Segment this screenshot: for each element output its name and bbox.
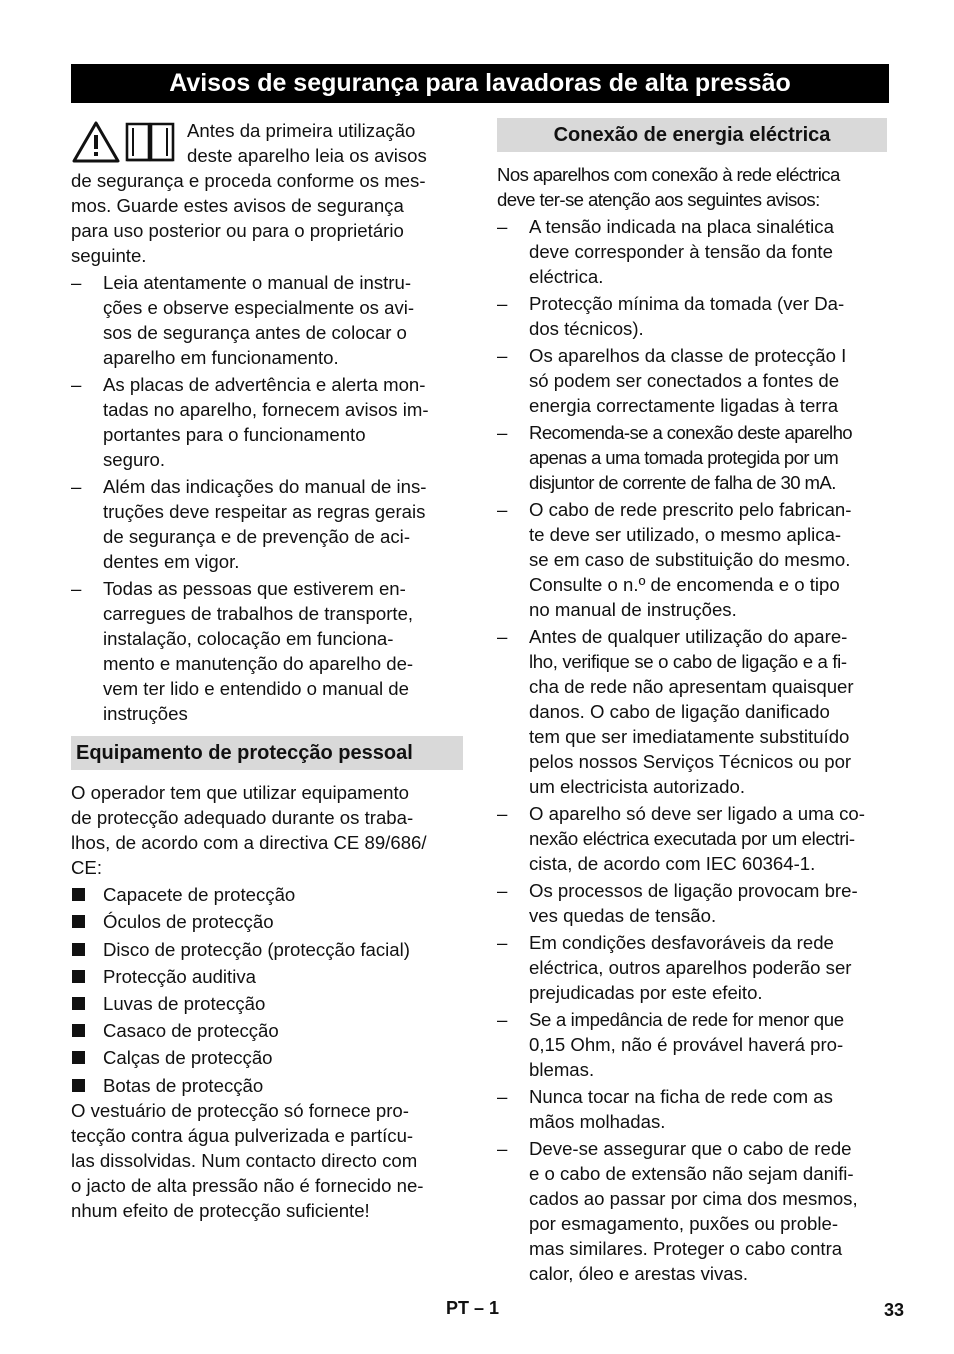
- dash-bullet: [71, 372, 91, 397]
- list-item: [71, 937, 463, 962]
- list-item: [71, 991, 463, 1016]
- list-item-line: mas similares. Proteger o cabo contra: [529, 1238, 843, 1259]
- list-item-line: tadas no aparelho, fornecem avisos im-: [103, 399, 429, 420]
- list-item-text: Disco de protecção (protecção facial): [103, 938, 410, 960]
- list-item-text: Botas de protecção: [103, 1074, 264, 1096]
- safety-intro: [71, 118, 463, 268]
- list-item-line: portantes para o funcionamento: [103, 424, 366, 445]
- list-item-line: no manual de instruções.: [529, 599, 737, 620]
- dash-bullet: [497, 291, 517, 316]
- dash-bullet: [497, 624, 517, 649]
- list-item-line: A tensão indicada na placa sinalética: [529, 216, 834, 237]
- dash-bullet: [497, 801, 517, 826]
- list-item-line: dentes em vigor.: [103, 551, 240, 572]
- electrical-heading: Conexão de energia eléctrica: [497, 118, 887, 152]
- list-item-line: dos técnicos).: [529, 318, 644, 339]
- list-item-line: se em caso de substituição do mesmo.: [529, 549, 851, 570]
- footer-lang-code: PT: [446, 1298, 470, 1318]
- list-item-line: Recomenda-se a conexão deste aparelho: [529, 422, 853, 443]
- list-item-line: calor, óleo e arestas vivas.: [529, 1263, 749, 1284]
- footer-section-number: – 1: [474, 1298, 500, 1318]
- list-item: [497, 1136, 887, 1286]
- electrical-intro: [497, 162, 887, 212]
- list-item-line: O aparelho só deve ser ligado a uma co-: [529, 803, 865, 824]
- ppe-heading: Equipamento de protecção pessoal: [71, 736, 463, 770]
- list-item: [71, 909, 463, 934]
- paragraph-line: deve ter-se atenção aos seguintes avisos:: [497, 189, 820, 210]
- list-item-line: por esmagamento, puxões ou proble-: [529, 1213, 839, 1234]
- list-item: [71, 474, 463, 574]
- right-column: [497, 118, 887, 1286]
- list-item-line: lho, verifique se o cabo de ligação e a fi-: [529, 651, 847, 672]
- list-item: [71, 576, 463, 726]
- dash-bullet: [497, 497, 517, 522]
- list-item-line: Deve-se assegurar que o cabo de rede: [529, 1138, 852, 1159]
- dash-bullet: [497, 1084, 517, 1109]
- ppe-list: [71, 882, 463, 1097]
- list-item-line: cha de rede não apresentam quaisquer: [529, 676, 854, 697]
- page-title: Avisos de segurança para lavadoras de alta pressão: [71, 64, 889, 103]
- list-item-text: Calças de protecção: [103, 1047, 273, 1069]
- list-item: [497, 930, 887, 1005]
- list-item-line: só podem ser conectados a fontes de: [529, 370, 840, 391]
- ppe-outro: [71, 1098, 463, 1223]
- page-number: 33: [884, 1300, 905, 1320]
- paragraph-line: las dissolvidas. Num contacto directo com: [71, 1149, 418, 1171]
- list-item-line: eléctrica, outros aparelhos poderão ser: [529, 957, 852, 978]
- list-item: [71, 1073, 463, 1098]
- paragraph-line: nhum efeito de protecção suficiente!: [71, 1199, 370, 1221]
- list-item-line: deve corresponder à tensão da fonte: [529, 241, 833, 262]
- list-item-text: Capacete de protecção: [103, 884, 296, 906]
- dash-bullet: [497, 1136, 517, 1161]
- list-item-line: e o cabo de extensão não sejam danifi-: [529, 1163, 854, 1184]
- list-item-line: Protecção mínima da tomada (ver Da-: [529, 293, 845, 314]
- square-bullet-icon: [72, 1079, 85, 1092]
- list-item-line: um electricista autorizado.: [529, 776, 745, 797]
- list-item: [497, 343, 887, 418]
- intro-line: deste aparelho leia os avisos: [187, 145, 427, 166]
- square-bullet-icon: [72, 1051, 85, 1064]
- paragraph-line: lhos, de acordo com a directiva CE 89/686/: [71, 832, 427, 853]
- list-item-line: Em condições desfavoráveis da rede: [529, 932, 834, 953]
- intro-line: mos. Guarde estes avisos de segurança: [71, 195, 404, 216]
- dash-bullet: [497, 1007, 517, 1032]
- list-item-line: Os processos de ligação provocam bre-: [529, 880, 858, 901]
- ppe-intro: [71, 780, 463, 880]
- list-item-line: prejudicadas por este efeito.: [529, 982, 763, 1003]
- paragraph-line: de protecção adequado durante os traba-: [71, 807, 414, 828]
- electrical-dash-list: [497, 214, 887, 1286]
- list-item-line: Consulte o n.º de encomenda e o tipo: [529, 574, 840, 595]
- dash-bullet: [497, 420, 517, 445]
- list-item: [497, 214, 887, 289]
- dash-bullet: [497, 878, 517, 903]
- list-item: [497, 878, 887, 928]
- list-item-line: tem que ser imediatamente substituído: [529, 726, 850, 747]
- list-item-line: Antes de qualquer utilização do apare-: [529, 626, 848, 647]
- warning-manual-icon: [71, 120, 177, 164]
- left-column: [71, 118, 463, 1223]
- paragraph-line: Nos aparelhos com conexão à rede eléctrica: [497, 164, 840, 185]
- list-item: [71, 964, 463, 989]
- list-item-line: danos. O cabo de ligação danificado: [529, 701, 830, 722]
- paragraph-line: CE:: [71, 857, 102, 878]
- list-item-line: As placas de advertência e alerta mon-: [103, 374, 426, 395]
- list-item-line: cados ao passar por cima dos mesmos,: [529, 1188, 858, 1209]
- list-item: [71, 882, 463, 907]
- list-item-line: eléctrica.: [529, 266, 604, 287]
- list-item-line: disjuntor de corrente de falha de 30 mA.: [529, 472, 836, 493]
- list-item-line: vem ter lido e entendido o manual de: [103, 678, 409, 699]
- list-item: [497, 1007, 887, 1082]
- list-item-line: seguro.: [103, 449, 166, 470]
- list-item-line: de segurança e de prevenção de aci-: [103, 526, 411, 547]
- dash-bullet: [71, 474, 91, 499]
- square-bullet-icon: [72, 1024, 85, 1037]
- list-item-line: 0,15 Ohm, não é provável haverá pro-: [529, 1034, 844, 1055]
- list-item-text: Luvas de protecção: [103, 992, 266, 1014]
- list-item-line: cista, de acordo com IEC 60364-1.: [529, 853, 816, 874]
- list-item-line: energia correctamente ligadas à terra: [529, 395, 839, 416]
- paragraph-line: O operador tem que utilizar equipamento: [71, 782, 409, 803]
- list-item-line: te deve ser utilizado, o mesmo aplica-: [529, 524, 842, 545]
- square-bullet-icon: [72, 888, 85, 901]
- paragraph-line: tecção contra água pulverizada e partícu-: [71, 1124, 414, 1146]
- list-item: [497, 624, 887, 799]
- intro-line: de segurança e proceda conforme os mes-: [71, 170, 426, 191]
- list-item: [71, 1045, 463, 1070]
- list-item-line: ves quedas de tensão.: [529, 905, 717, 926]
- intro-line: seguinte.: [71, 245, 147, 266]
- list-item-line: pelos nossos Serviços Técnicos ou por: [529, 751, 852, 772]
- list-item: [497, 497, 887, 622]
- intro-line: Antes da primeira utilização: [187, 120, 416, 141]
- dash-bullet: [71, 270, 91, 295]
- list-item-line: mento e manutenção do aparelho de-: [103, 653, 414, 674]
- square-bullet-icon: [72, 915, 85, 928]
- list-item-line: blemas.: [529, 1059, 595, 1080]
- list-item-line: aparelho em funcionamento.: [103, 347, 339, 368]
- list-item-line: Além das indicações do manual de ins-: [103, 476, 427, 497]
- list-item: [71, 1018, 463, 1043]
- dash-bullet: [497, 343, 517, 368]
- dash-bullet: [497, 214, 517, 239]
- list-item: [497, 1084, 887, 1134]
- list-item: [71, 372, 463, 472]
- list-item-line: instalação, colocação em funciona-: [103, 628, 394, 649]
- list-item-text: Óculos de protecção: [103, 911, 274, 933]
- list-item: [497, 420, 887, 495]
- dash-bullet: [71, 576, 91, 601]
- list-item-line: carregues de trabalhos de transporte,: [103, 603, 414, 624]
- footer-language: [446, 1298, 499, 1319]
- list-item-line: Nunca tocar na ficha de rede com as: [529, 1086, 833, 1107]
- list-item: [497, 801, 887, 876]
- list-item-line: nexão eléctrica executada por um electri-: [529, 828, 855, 849]
- list-item-line: Leia atentamente o manual de instru-: [103, 272, 412, 293]
- list-item-line: sos de segurança antes de colocar o: [103, 322, 407, 343]
- list-item-line: Os aparelhos da classe de protecção I: [529, 345, 847, 366]
- list-item-line: instruções: [103, 703, 188, 724]
- square-bullet-icon: [72, 997, 85, 1010]
- dash-bullet: [497, 930, 517, 955]
- paragraph-line: o jacto de alta pressão não é fornecido ne-: [71, 1174, 424, 1196]
- list-item: [497, 291, 887, 341]
- square-bullet-icon: [72, 970, 85, 983]
- list-item: [71, 270, 463, 370]
- list-item-line: O cabo de rede prescrito pelo fabrican-: [529, 499, 852, 520]
- list-item-line: Todas as pessoas que estiverem en-: [103, 578, 406, 599]
- list-item-line: mãos molhadas.: [529, 1111, 666, 1132]
- list-item-line: apenas a uma tomada protegida por um: [529, 447, 839, 468]
- list-item-text: Protecção auditiva: [103, 965, 256, 987]
- list-item-line: truções deve respeitar as regras gerais: [103, 501, 426, 522]
- list-item-line: Se a impedância de rede for menor que: [529, 1009, 844, 1030]
- list-item-line: ções e observe especialmente os avi-: [103, 297, 415, 318]
- safety-dash-list: [71, 270, 463, 726]
- paragraph-line: O vestuário de protecção só fornece pro-: [71, 1099, 409, 1121]
- intro-line: para uso posterior ou para o proprietário: [71, 220, 404, 241]
- square-bullet-icon: [72, 943, 85, 956]
- list-item-text: Casaco de protecção: [103, 1020, 279, 1042]
